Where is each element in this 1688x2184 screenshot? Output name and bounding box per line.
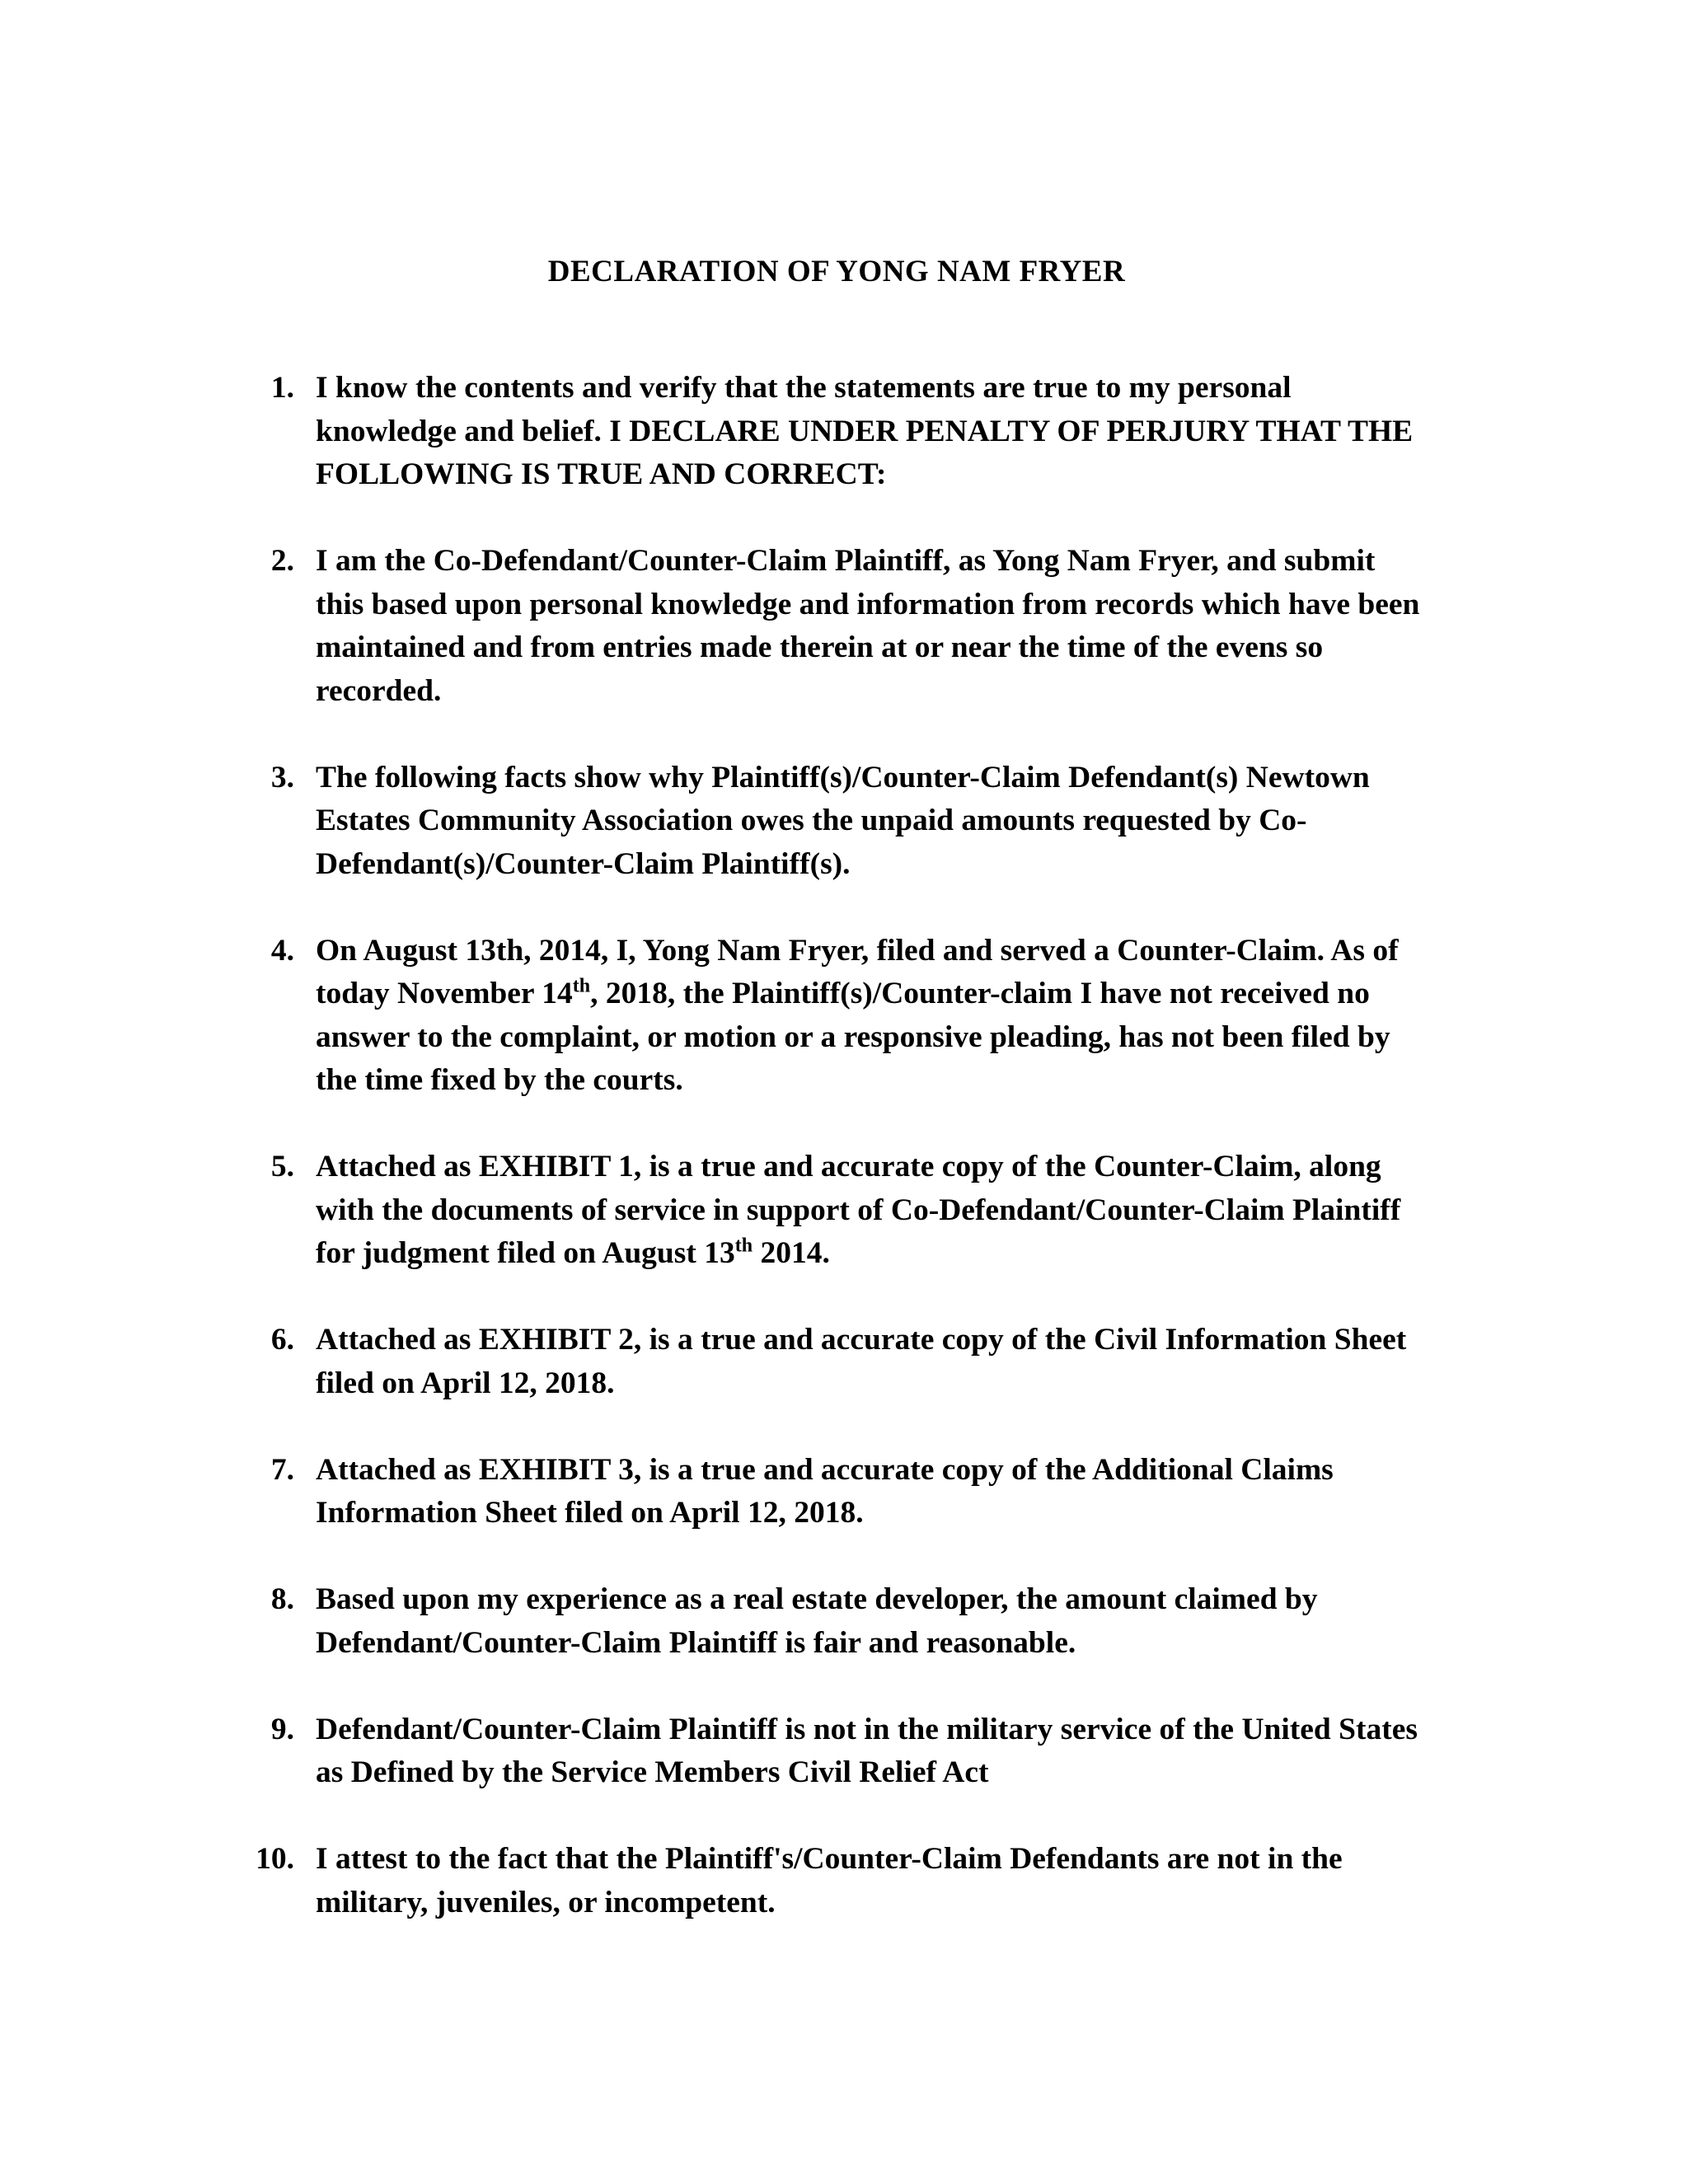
paragraph-text: I attest to the fact that the Plaintiff's/Counter-Claim Defendants are not in the military, juveniles, or incompetent. [316,1842,1343,1919]
declaration-paragraph-3 [243,757,1479,887]
paragraph-number: 5. [270,1150,294,1183]
declaration-paragraph-10 [243,1838,1479,1924]
ordinal-superscript: th [734,1235,753,1257]
paragraph-text: I am the Co-Defendant/Counter-Claim Plaintiff, as Yong Nam Fryer, and submit this based upon personal knowledge and information from records which have been maintained and from entries made therein at or near the time of the evens so recorded. [316,544,1420,708]
paragraph-text: Attached as EXHIBIT 2, is a true and accurate copy of the Civil Information Sheet filed on April 12, 2018. [316,1323,1407,1400]
paragraph-text-part: Attached as EXHIBIT 1, is a true and accurate copy of the Counter-Claim, along with the documents of service in support of Co-Defendant/Counter-Claim Plaintiff for judgment filed on August 13 [316,1150,1401,1270]
declaration-paragraph-7 [243,1449,1479,1535]
declaration-paragraph-2 [243,540,1479,713]
paragraph-text-part: On August 13th, 2014, I, Yong Nam Fryer, filed and served a Counter-Claim. As of today November 14 [316,933,1399,1010]
paragraph-number: 6. [270,1323,294,1357]
declaration-paragraph-4 [243,930,1479,1103]
ordinal-superscript: th [572,975,591,997]
paragraph-text-part: , 2018, the Plaintiff(s)/Counter-claim I have not received no answer to the complaint, or motion or a responsive pleading, has not been filed by the time fixed by the courts. [316,977,1390,1097]
paragraph-number: 8. [270,1582,294,1616]
paragraph-text-part: 2014. [753,1236,830,1270]
declaration-paragraph-8 [243,1578,1479,1665]
paragraph-number: 10. [256,1842,294,1876]
declaration-paragraph-5 [243,1146,1479,1276]
document-title: DECLARATION OF YONG NAM FRYER [547,255,1126,288]
paragraph-text: Attached as EXHIBIT 3, is a true and accurate copy of the Additional Claims Information Sheet filed on April 12, 2018. [316,1452,1334,1530]
paragraph-number: 4. [270,933,294,968]
paragraph-number: 7. [270,1452,294,1487]
paragraph-number: 2. [270,544,294,578]
paragraph-text: The following facts show why Plaintiff(s)/Counter-Claim Defendant(s) Newtown Estates Community Association owes the unpaid amounts requested by Co- Defendant(s)/Counter-Claim Plaintiff(s). [316,760,1370,881]
paragraph-number: 1. [270,371,294,405]
paragraph-text [316,930,1479,1103]
paragraph-number: 3. [270,760,294,794]
declaration-paragraph-6 [243,1319,1479,1405]
paragraph-text: Based upon my experience as a real estate developer, the amount claimed by Defendant/Counter-Claim Plaintiff is fair and reasonable. [316,1582,1318,1660]
declaration-paragraph-1 [243,367,1479,497]
paragraph-text [316,1146,1479,1276]
declaration-list [243,367,1479,1968]
declaration-paragraph-9 [243,1708,1479,1795]
paragraph-text: I know the contents and verify that the statements are true to my personal knowledge and belief. I DECLARE UNDER PENALTY OF PERJURY THAT THE FOLLOWING IS TRUE AND CORRECT: [316,371,1414,491]
paragraph-text: Defendant/Counter-Claim Plaintiff is not in the military service of the United States as Defined by the Service Members Civil Relief Act [316,1712,1418,1789]
paragraph-number: 9. [270,1712,294,1746]
